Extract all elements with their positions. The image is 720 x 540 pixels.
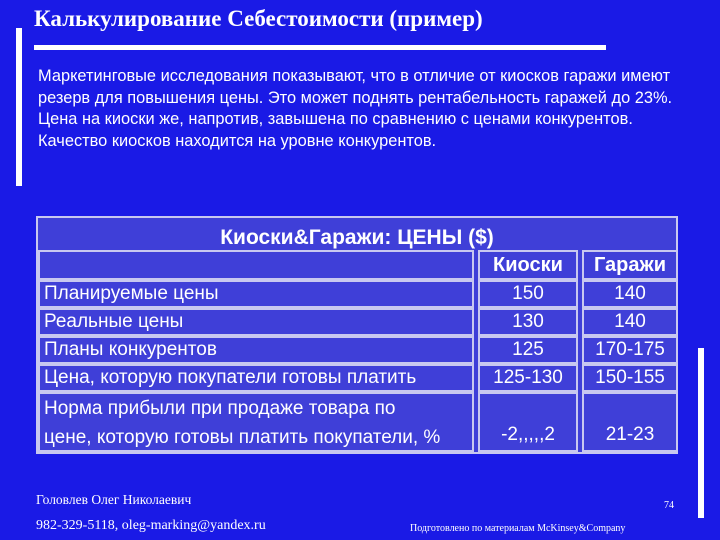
cell-planned-kiosks: 150: [478, 280, 578, 308]
cell-willingness-garages: 150-155: [582, 364, 678, 392]
row-label-actual: Реальные цены: [38, 308, 474, 336]
page-number: 74: [664, 500, 674, 511]
cell-planned-garages: 140: [582, 280, 678, 308]
table-header-empty: [38, 250, 474, 280]
row-label-willingness: Цена, которую покупатели готовы платить: [38, 364, 474, 392]
slide-title: Калькулирование Себестоимости (пример): [34, 6, 483, 31]
cell-competitors-kiosks: 125: [478, 336, 578, 364]
row-label-margin-line1: Норма прибыли при продаже товара по: [44, 398, 396, 419]
column-header-kiosks: Киоски: [478, 250, 578, 280]
cell-competitors-garages: 170-175: [582, 336, 678, 364]
footer-author: Головлев Олег Николаевич: [36, 492, 192, 507]
table-title: Киоски&Гаражи: ЦЕНЫ ($): [220, 226, 494, 249]
cell-actual-garages: 140: [582, 308, 678, 336]
left-accent-bar: [16, 28, 22, 186]
cell-willingness-kiosks: 125-130: [478, 364, 578, 392]
row-label-competitors: Планы конкурентов: [38, 336, 474, 364]
cell-margin-kiosks: -2,,,,,2: [478, 392, 578, 452]
price-table-panel: [36, 216, 678, 454]
row-label-margin: [38, 392, 474, 452]
cell-margin-garages: 21-23: [582, 392, 678, 452]
cell-actual-kiosks: 130: [478, 308, 578, 336]
footer-contact: 982-329-5118, oleg-marking@yandex.ru: [36, 518, 266, 533]
footer-source-note: Подготовлено по материалам McKinsey&Company: [410, 523, 626, 534]
row-label-margin-line2: цене, которую готовы платить покупатели, %: [44, 427, 441, 448]
body-paragraph: Маркетинговые исследования показывают, что в отличие от киосков гаражи имеют резерв для повышения цены. Это может поднять рентабельность гаражей до 23%. Цена на киоски же, напротив, завышена по сравнению с ценами конкурентов. Качество киосков находится на уровне конкурентов.: [38, 67, 673, 150]
column-header-garages: Гаражи: [582, 250, 678, 280]
row-label-planned: Планируемые цены: [38, 280, 474, 308]
right-accent-bar: [698, 348, 704, 518]
title-underline: [34, 45, 606, 50]
